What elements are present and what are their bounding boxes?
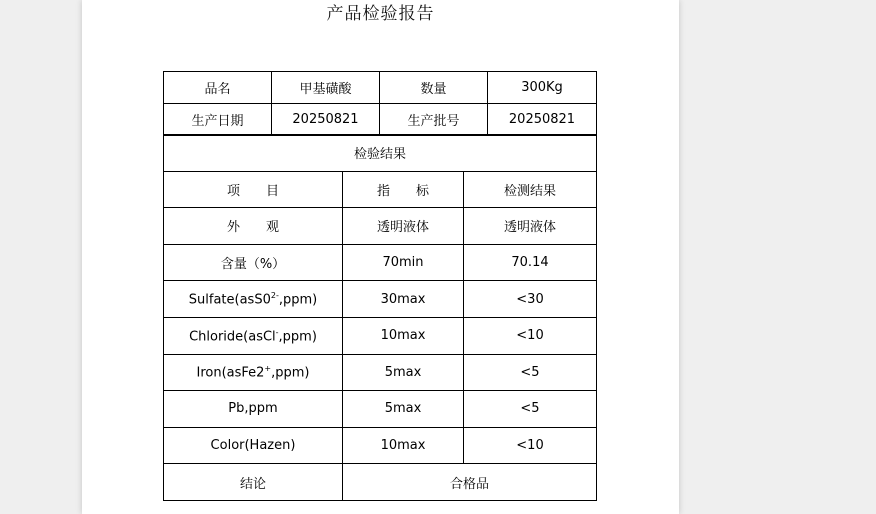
column-header-spec: 指 标 [343, 171, 464, 208]
results-title-row [164, 135, 597, 172]
product-name-label: 品名 [164, 72, 272, 104]
conclusion-value: 合格品 [343, 464, 597, 501]
product-row [164, 72, 597, 104]
row-item: 含量（%） [164, 244, 343, 281]
row-item [164, 354, 343, 391]
row-result: <30 [464, 281, 597, 318]
report-title: 产品检验报告 [326, 4, 435, 24]
row-spec: 30max [343, 281, 464, 318]
table-row [164, 317, 597, 354]
table-row [164, 427, 597, 464]
inspection-results-table [163, 134, 597, 501]
quantity-value: 300Kg [488, 72, 597, 104]
batch-number-label: 生产批号 [380, 104, 488, 136]
row-item: Pb,ppm [164, 391, 343, 428]
row-spec: 70min [343, 244, 464, 281]
production-row [164, 104, 597, 136]
table-row [164, 391, 597, 428]
row-spec: 10max [343, 427, 464, 464]
row-spec: 5max [343, 391, 464, 428]
row-spec: 透明液体 [343, 208, 464, 245]
production-date-label: 生产日期 [164, 104, 272, 136]
row-item-text-end: ,ppm) [271, 365, 310, 381]
quantity-label: 数量 [380, 72, 488, 104]
column-header-item: 项 目 [164, 171, 343, 208]
row-spec: 5max [343, 354, 464, 391]
row-item-text: Iron(asFe2 [196, 365, 265, 381]
row-result: <10 [464, 427, 597, 464]
row-result: 透明液体 [464, 208, 597, 245]
row-item-text-end: ,ppm) [278, 292, 318, 308]
column-header-row [164, 171, 597, 208]
results-title: 检验结果 [164, 135, 597, 172]
table-row [164, 354, 597, 391]
row-item: Color(Hazen) [164, 427, 343, 464]
row-result: 70.14 [464, 244, 597, 281]
row-result: <5 [464, 354, 597, 391]
row-item [164, 281, 343, 318]
row-item-text-end: ,ppm) [278, 328, 317, 344]
table-row [164, 208, 597, 245]
row-item-text: Sulfate(asS0 [188, 292, 271, 308]
table-row [164, 281, 597, 318]
row-spec: 10max [343, 317, 464, 354]
production-date-value: 20250821 [272, 104, 380, 136]
row-result: <5 [464, 391, 597, 428]
row-item-superscript: 2- [270, 291, 279, 300]
batch-number-value: 20250821 [488, 104, 597, 136]
product-name-value: 甲基磺酸 [272, 72, 380, 104]
row-item [164, 317, 343, 354]
row-result: <10 [464, 317, 597, 354]
document-page [82, 0, 679, 514]
product-info-table [163, 71, 597, 136]
row-item: 外 观 [164, 208, 343, 245]
row-item-superscript: - [275, 327, 279, 337]
row-item-superscript: + [264, 364, 272, 374]
row-item-text: Chloride(asCl [189, 328, 276, 344]
table-row [164, 244, 597, 281]
conclusion-label: 结论 [164, 464, 343, 501]
column-header-result: 检测结果 [464, 171, 597, 208]
conclusion-row [164, 464, 597, 501]
